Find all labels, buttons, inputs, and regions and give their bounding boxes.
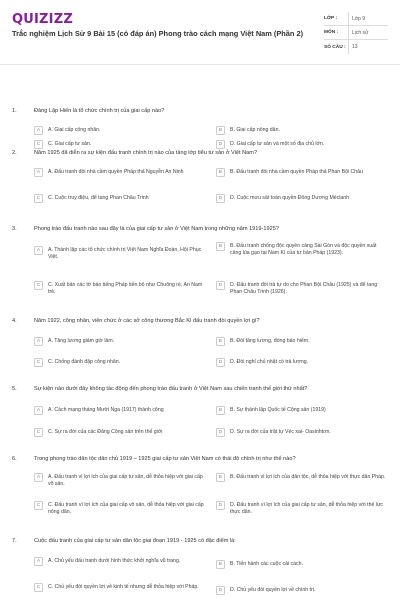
option-text: A. Đấu tranh đòi nhà cầm quyền Pháp thả Nguyễn An Ninh	[48, 169, 184, 175]
option-letter-box[interactable]: B	[216, 242, 225, 251]
question-text: Đảng Lập Hiến là tổ chức chính trị của giai cấp nào?	[34, 108, 165, 114]
option-text: D. Giai cấp tư sản và một số địa chủ lớn.	[230, 141, 325, 147]
option-letter-box[interactable]: B	[216, 560, 225, 569]
meta-label: SỐ CÂU :	[324, 44, 346, 50]
question-text: Năm 1925 đã diễn ra sự kiện đấu tranh chính trị nào của tầng lớp tiểu tư sản ở Việt Nam?	[34, 150, 258, 156]
meta-label: MÔN :	[324, 30, 339, 35]
option-letter-box[interactable]: C	[34, 358, 43, 367]
option-text: D. Đấu tranh vì lợi ích của giai cấp tư sản, dễ thỏa hiệp với thế lực thực dân.	[230, 502, 384, 515]
question-number: 4.	[12, 318, 17, 324]
question-number: 3.	[12, 226, 17, 232]
option-letter-box[interactable]: B	[216, 337, 225, 346]
option-letter-box[interactable]: C	[34, 501, 43, 510]
option-letter-box[interactable]: B	[216, 126, 225, 135]
meta-label: LỚP :	[324, 16, 338, 21]
worksheet-meta	[324, 12, 388, 54]
question-text: Cuộc đấu tranh của giai cấp tư sản dân tộc giai đoạn 1919 - 1925 có đặc điểm là:	[34, 538, 236, 544]
worksheet-header	[0, 0, 400, 64]
option-letter-box[interactable]: C	[34, 583, 43, 592]
option-text: C. Chủ yếu đòi quyền lợi về kinh tế nhưng dễ thỏa hiệp với Pháp.	[48, 584, 199, 590]
option-letter-box[interactable]: B	[216, 406, 225, 415]
option-text: D. Chủ yếu đòi quyền lợi về chính trị.	[230, 587, 316, 593]
option-text: D. Sự ra đời của trật tự Véc xai- Oasinhtơn.	[230, 429, 331, 435]
option-letter-box[interactable]: A	[34, 406, 43, 415]
option-letter-box[interactable]: C	[34, 140, 43, 149]
option-text: A. Giai cấp công nhân.	[48, 127, 101, 133]
option-text: D. Đòi nghỉ chủ nhật có trả lương.	[230, 359, 309, 365]
question-number: 6.	[12, 456, 17, 462]
option-text: B. Đòi tăng lương, đóng bảo hiểm.	[230, 338, 310, 344]
option-letter-box[interactable]: C	[34, 281, 43, 290]
meta-value: Lớp 9	[352, 15, 366, 22]
worksheet-title: Trắc nghiệm Lịch Sử 9 Bài 15 (có đáp án) Phong trào cách mạng Việt Nam (Phần 2)	[12, 29, 304, 38]
option-text: C. Cuộc truy điệu, để tang Phan Châu Trinh	[48, 195, 149, 201]
option-letter-box[interactable]: A	[34, 126, 43, 135]
meta-separator	[348, 12, 349, 54]
option-letter-box[interactable]: A	[34, 168, 43, 177]
option-text: B. Đấu tranh chống độc quyền cảng Sài Gòn và độc quyền xuất cảng lúa gạo tại Nam Kì của tư bản Pháp (1923).	[230, 243, 377, 256]
meta-row-class	[324, 12, 388, 26]
option-letter-box[interactable]: D	[216, 140, 225, 149]
option-text: C. Đấu tranh vì lợi ích của giai cấp vô sản, dễ thỏa hiệp với giai cấp nông dân.	[48, 502, 204, 515]
option-text: C. Sự ra đời của các Đảng Cộng sản trên thế giới	[48, 429, 163, 435]
question-text: Phong trào đấu tranh nào sau đây là của giai cấp tư sản ở Việt Nam trong những năm 1919-1925?	[34, 226, 279, 232]
meta-value: Lịch sử	[352, 29, 369, 36]
option-letter-box[interactable]: D	[216, 358, 225, 367]
option-letter-box[interactable]: B	[216, 168, 225, 177]
option-letter-box[interactable]: D	[216, 501, 225, 510]
option-letter-box[interactable]: A	[34, 246, 43, 255]
option-letter-box[interactable]: D	[216, 194, 225, 203]
question-number: 7.	[12, 538, 17, 544]
option-text: C. Chống đánh đập công nhân.	[48, 359, 121, 365]
question-number: 2.	[12, 150, 17, 156]
question-text: Sự kiện nào dưới đây không tác động đến phong trào đấu tranh ở Việt Nam sau chiến tranh thế giới thứ nhất?	[34, 386, 308, 392]
option-text: D. Cuộc mưu sát toàn quyền Đông Dương Méclanh	[230, 195, 350, 201]
option-text: C. Xuất bản các tờ báo tiếng Pháp tiến bộ như Chuông rè, An Nam trẻ.	[48, 282, 203, 295]
meta-row-subject	[324, 26, 388, 40]
header-divider	[0, 64, 400, 65]
option-letter-box[interactable]: A	[34, 337, 43, 346]
option-text: B. Đấu tranh vì lợi ích của dân tộc, dễ thỏa hiệp với thực dân Pháp.	[230, 474, 386, 480]
quizizz-logo[interactable]: QUIZIZZ	[12, 12, 73, 27]
option-text: A. Tăng lương giảm giờ làm.	[48, 338, 115, 344]
option-text: B. Tiến hành các cuộc cải cách.	[230, 561, 303, 567]
option-letter-box[interactable]: A	[34, 557, 43, 566]
option-text: B. Giai cấp nông dân.	[230, 127, 280, 133]
option-letter-box[interactable]: C	[34, 428, 43, 437]
option-text: D. Đấu tranh đòi trả tự do cho Phan Bội Châu (1925) và để tang Phan Châu Trinh (1926).	[230, 282, 378, 295]
option-letter-box[interactable]: D	[216, 281, 225, 290]
question-number: 1.	[12, 108, 17, 114]
question-text: Trong phong trào dân tộc dân chủ 1919 – 1925 giai cấp tư sản Việt Nam có thái độ chính trị như thế nào?	[34, 456, 296, 462]
option-letter-box[interactable]: D	[216, 428, 225, 437]
meta-value: 13	[352, 44, 358, 50]
option-text: B. Đấu tranh đòi nhà cầm quyền Pháp thả Phan Bội Châu	[230, 169, 363, 175]
option-letter-box[interactable]: C	[34, 194, 43, 203]
question-text: Năm 1922, công nhân, viên chức ở các sở công thương Bắc Kì đấu tranh đòi quyền lợi gì?	[34, 318, 260, 324]
option-text: A. Thành lập các tổ chức chính trị Việt Nam Nghĩa Đoàn, Hội Phục Việt.	[48, 247, 202, 260]
option-text: B. Sự thành lập Quốc tế Cộng sản (1919)	[230, 407, 326, 413]
option-letter-box[interactable]: A	[34, 473, 43, 482]
option-letter-box[interactable]: D	[216, 586, 225, 595]
option-text: A. Đấu tranh vì lợi ích của giai cấp tư sản, dễ thỏa hiệp với giai cấp vô sản.	[48, 474, 203, 487]
option-text: A. Cách mạng tháng Mười Nga (1917) thành công	[48, 407, 164, 413]
option-text: A. Chủ yếu đấu tranh dưới hình thức khởi nghĩa vũ trang.	[48, 558, 181, 564]
option-text: C. Giai cấp tư sản.	[48, 141, 92, 147]
meta-row-count	[324, 40, 388, 54]
option-letter-box[interactable]: B	[216, 473, 225, 482]
question-number: 5.	[12, 386, 17, 392]
